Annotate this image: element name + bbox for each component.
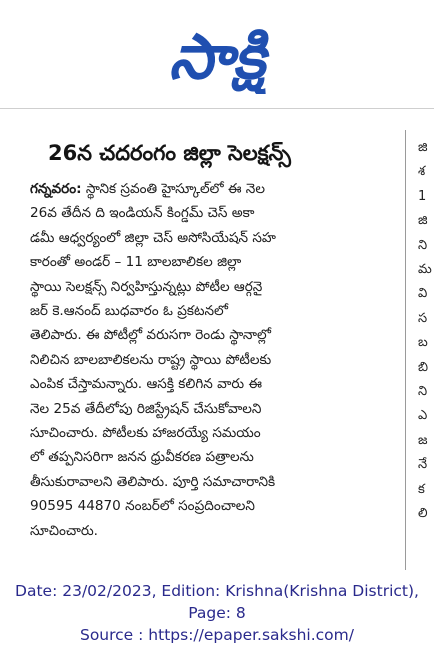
article-line: తీసుకురావాలని తెలిపారు. పూర్తి సమాచారానికి <box>30 473 276 490</box>
adjacent-fragment: జి <box>418 213 428 229</box>
adjacent-fragment: బి <box>418 359 429 375</box>
adjacent-fragment: శ <box>418 164 426 180</box>
footer-date-edition: Date: 23/02/2023, Edition: Krishna(Krishna District), <box>15 582 419 600</box>
article-line: ఎంపిక చేస్తామన్నారు. ఆసక్తి కలిగిన వారు ఈ <box>30 376 262 393</box>
adjacent-fragment: జి <box>418 140 428 155</box>
article-body <box>30 177 422 577</box>
masthead <box>0 0 434 108</box>
adjacent-fragment: మ <box>418 262 432 278</box>
column-divider <box>405 130 406 570</box>
article-line: కారంతో అండర్ – 11 బాలబాలికల జిల్లా <box>30 254 242 271</box>
adjacent-fragment: జ <box>418 432 428 448</box>
adjacent-fragment: ఎ <box>418 408 428 424</box>
article-line: నెల 25వ తేదీలోపు రిజిస్ట్రేషన్ చేసుకోవాలని <box>30 400 262 417</box>
footer-page: Page: 8 <box>188 604 246 622</box>
adjacent-fragment: క <box>418 481 425 497</box>
adjacent-fragment: ని <box>418 237 428 253</box>
sakshi-logo-text: సాక్షి <box>168 20 266 93</box>
clipping-footer <box>0 580 434 656</box>
article-line: లో తప్పనిసరిగా జనన ధ్రువీకరణ పత్రాలను <box>30 449 254 466</box>
article-line: జర్ కె.ఆనంద్ బుధవారం ఓ ప్రకటనలో <box>30 303 228 320</box>
article-dateline: గన్నవరం: <box>30 181 82 197</box>
article-line: సూచించారు. <box>30 522 99 539</box>
adjacent-fragment: 1 <box>418 188 427 204</box>
article-line-text: స్థానిక స్రవంతి హైస్కూల్‌లో ఈ నెల <box>81 181 265 197</box>
adjacent-fragment: వి <box>418 286 428 302</box>
article-line: సూచించారు. పోటీలకు హాజరయ్యే సమయం <box>30 425 261 442</box>
article-headline: 26న చదరంగం జిల్లా సెలక్షన్స్ <box>48 141 291 165</box>
article-line: 90595 44870 నంబర్‌లో సంప్రదించాలని <box>30 498 255 515</box>
article-line: తెలిపారు. ఈ పోటీల్లో వరుసగా రెండు స్థానాల్లో <box>30 327 271 344</box>
footer-source: Source : https://epaper.sakshi.com/ <box>79 626 354 644</box>
adjacent-fragment: బ <box>418 335 428 351</box>
article-line: 26వ తేదీన ది ఇండియన్ కింగ్డమ్ చెస్ అకా <box>30 205 255 222</box>
article-line: నిలిచిన బాలబాలికలను రాష్ట్ర స్థాయి పోటీలకు <box>30 351 272 368</box>
article-line <box>30 177 422 201</box>
masthead-rule <box>0 108 434 109</box>
adjacent-fragment: నే <box>418 457 428 473</box>
article-line: స్థాయి సెలక్షన్స్ నిర్వహిస్తున్నట్లు పోటీల ఆర్గనై <box>30 278 263 295</box>
adjacent-column <box>418 136 434 576</box>
article-line: డమీ ఆధ్వర్యంలో జిల్లా చెస్ అసోసియేషన్ సహ <box>30 229 276 246</box>
adjacent-fragment: లి <box>418 506 428 522</box>
sakshi-logo <box>118 14 316 94</box>
adjacent-fragment: స <box>418 310 428 326</box>
adjacent-fragment: ని <box>418 384 428 400</box>
